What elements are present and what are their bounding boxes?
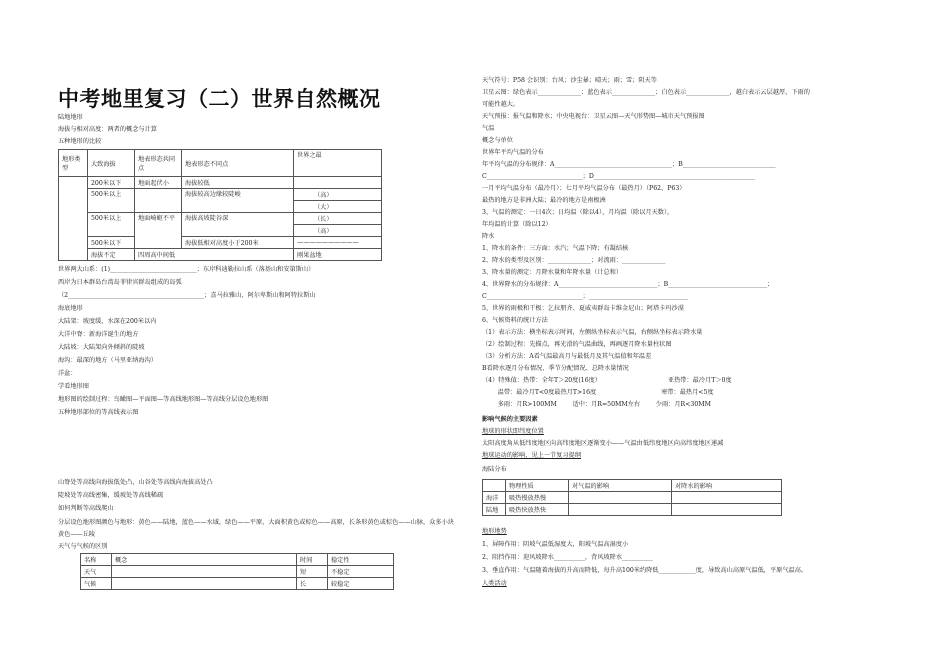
- table-row: [483, 504, 782, 516]
- page-title: 中考地里复习（二）世界自然概况: [58, 87, 381, 111]
- text-line: 陡坡处等高线密集，缓坡处等高线稀疏: [58, 492, 164, 499]
- table-cell: 海洋: [483, 492, 506, 504]
- text-line: 降水: [482, 233, 495, 240]
- table-row: [81, 554, 394, 566]
- table-cell: 长: [297, 578, 328, 590]
- text-line: 年均温的计算（除以12）: [482, 221, 552, 228]
- text-line: 海沟：最深的地方（马里亚纳海沟）: [58, 357, 157, 364]
- text-line: 如何判断等高线爬山: [58, 505, 114, 512]
- text-line: 4、世界降水的分布规律：A________________________________；B________________________________；: [482, 281, 774, 288]
- text-line: 世界年平均气温的分布: [482, 149, 544, 156]
- text-line: 3、气温的测定：一日4次；日均温（除以4），月均温（除以月天数），: [482, 209, 674, 216]
- text-line: 地球的形状即纬度位置: [482, 428, 544, 435]
- text-line: （2____________________________________________；喜马拉雅山、阿尔卑斯山和阿特拉斯山: [58, 292, 316, 299]
- text-line: （4）特殊值：热带：全年T＞20度(16度） 亚热带：最冷月T＞0度: [482, 377, 732, 384]
- table-cell: 海拔高坡陡谷深: [182, 213, 294, 237]
- text-line: 分层设色地形图颜色与地形：黄色——陆地，蓝色——水域，绿色——平原，大面积黄色或棕色——高原，长条形黄色或棕色——山脉，众多小块黄色——丘陵: [58, 519, 454, 538]
- text-line: 海底地形: [58, 305, 83, 312]
- text-line: 1、屏障作用：阴坡气温低湿度大，阳坡气温高湿度小: [482, 541, 629, 548]
- table-cell: 200米以下: [88, 177, 135, 189]
- table-cell: 500米以上: [88, 189, 135, 213]
- table-row: [483, 492, 782, 504]
- table-cell: 吸热快放热快: [506, 504, 569, 516]
- table-cell: （长）: [294, 213, 382, 225]
- text-line: 5、世界的雨极和干极：乞拉朋齐、夏威夷群岛卡维金尼山；阿塔卡玛沙漠: [482, 305, 684, 312]
- section-heading: 影响气候的主要因素: [482, 416, 538, 423]
- table-header: 对降水的影响: [672, 480, 782, 492]
- text-line: 海陆分布: [482, 466, 507, 473]
- table-cell: [112, 566, 297, 578]
- text-line: 天气与气候的区别: [58, 543, 108, 550]
- table-cell: 刚果盆地: [294, 249, 382, 261]
- table-cell: 海拔低相对高度小于200米: [182, 237, 294, 249]
- table-cell: [135, 189, 182, 213]
- text-line: B看降水逐月分布情况、季节分配情况、总降水量情况: [482, 365, 629, 372]
- text-line: （2）绘制过程：先描点，再光滑的气温曲线，再画逐月降水量柱状图: [482, 341, 672, 348]
- table-cell: 气候: [81, 578, 112, 590]
- table-cell: （高）: [294, 189, 382, 201]
- text-line: 年平均气温的分布规律：A______________________________________；B______________________________: [482, 161, 776, 168]
- text-line: 天气预报：报气温和降水；中央电视台：卫星云图—天气形势图—城市天气预报图: [482, 113, 705, 120]
- table-cell: 海拔不定: [88, 249, 135, 261]
- text-line: 大陆架：坡度缓，水深在200米以内: [58, 318, 157, 325]
- text-line: C_______________________________；D____________________________________________________: [482, 173, 755, 180]
- text-line: （1）表示方法：横坐标表示时间，左侧纵坐标表示气温，右侧纵坐标表示降水量: [482, 329, 703, 336]
- table-cell: [569, 504, 672, 516]
- table-cell: [112, 578, 297, 590]
- table-header: 地表形态共同点: [135, 150, 182, 177]
- text-line: 世界两大山系：(1)____________________________；东岸科迪勒拉山系（落基山和安第斯山）: [58, 266, 315, 273]
- landform-table: [58, 149, 382, 261]
- table-row: [81, 566, 394, 578]
- text-line: 大陆坡：大陆架向外倾斜的陡坡: [58, 344, 145, 351]
- table-cell: 短: [297, 566, 328, 578]
- text-line: 天气符号：P58 会识别：台风；沙尘暴；晴天；雨；雪；阴天等: [482, 77, 657, 84]
- table-header: 大致海拔: [88, 150, 135, 177]
- text-line: 3、垂直作用：气温随着海拔的升高而降低，每升高100米约降低____________度，导致高山高原气温低，平原气温高。: [482, 567, 808, 574]
- table-cell: ——————————: [294, 237, 382, 249]
- table-cell: 500米以下: [88, 237, 135, 249]
- table-row: [483, 480, 782, 492]
- table-row: [59, 189, 382, 201]
- table-header: 物理性质: [506, 480, 569, 492]
- sea-land-table: [482, 479, 782, 516]
- table-cell: 海拔较低: [182, 177, 294, 189]
- text-line: 大洋中脊：新海洋诞生的地方: [58, 331, 139, 338]
- table-header: [483, 480, 506, 492]
- text-line: 6、气候资料的统计方法: [482, 317, 548, 324]
- table-cell: [59, 177, 88, 261]
- text-line: 地形地势: [482, 528, 507, 535]
- table-row: [59, 237, 382, 249]
- table-cell: [569, 492, 672, 504]
- text-line: 概念与单位: [482, 137, 513, 144]
- table-cell: 地面起伏小: [135, 177, 182, 189]
- text-line: 最热的地方是非洲大陆；最冷的地方是南极洲: [482, 197, 606, 204]
- text-line: （3）分析方法：A看气温最高月与最低月及其气温值和年温差: [482, 353, 652, 360]
- text-line: 地形图的绘制过程：鸟瞰图—平面图—等高线地形图—等高线分层设色地形图: [58, 396, 269, 403]
- table-cell: 陆地: [483, 504, 506, 516]
- text-line: C_______________________________；________________________________: [482, 293, 688, 300]
- table-header: 世界之最: [294, 150, 382, 177]
- table-cell: [672, 492, 782, 504]
- table-header: 名称: [81, 554, 112, 566]
- table-cell: （高）: [294, 225, 382, 237]
- text-line: 海拔与相对高度：两者的概念与计算: [58, 126, 157, 133]
- table-header: 时间: [297, 554, 328, 566]
- text-line: 2、阻挡作用：迎风坡降水__________，背风坡降水__________: [482, 554, 653, 561]
- text-line: 一月平均气温分布（最冷月）；七月平均气温分布（最热月）（P62、P63）: [482, 185, 686, 192]
- table-row: [59, 177, 382, 189]
- table-header: 对气温的影响: [569, 480, 672, 492]
- text-line: 可能性越大。: [482, 101, 520, 108]
- text-line: 陆地地形: [58, 114, 83, 121]
- table-row: [81, 578, 394, 590]
- text-line: 人类活动: [482, 580, 507, 587]
- text-line: 温带：最冷月T<0度最热月T>16度 寒带：最热月<5度: [482, 389, 714, 396]
- table-cell: 较稳定: [328, 578, 394, 590]
- table-row: [59, 249, 382, 261]
- table-cell: 500米以上: [88, 213, 135, 237]
- text-line: 1、降水的条件：三方面：水汽；气温下降；有凝结核: [482, 245, 629, 252]
- table-cell: （大）: [294, 201, 382, 213]
- text-line: 山脊处等高线向海拔低处凸，山谷处等高线向海拔高处凸: [58, 479, 213, 486]
- table-cell: 天气: [81, 566, 112, 578]
- text-line: 卫星云图：绿色表示______________；蓝色表示______________；白色表示______________，越白表示云层越厚，下雨的: [482, 89, 810, 96]
- text-line: 洋盆：: [58, 370, 77, 377]
- table-cell: 四周高中间低: [135, 249, 294, 261]
- table-cell: 不稳定: [328, 566, 394, 578]
- text-line: 五种地形的比较: [58, 138, 102, 145]
- text-line: 多雨：月R>100MM 适中：月R=50MM左右 少雨：月R<30MM: [482, 401, 711, 408]
- table-header: 稳定性: [328, 554, 394, 566]
- table-cell: 地面崎岖不平: [135, 213, 182, 249]
- table-cell: 海拔较高边缘较陡峻: [182, 189, 294, 213]
- table-cell: [672, 504, 782, 516]
- table-header: 概念: [112, 554, 297, 566]
- text-line: 五种地形部位的等高线表示图: [58, 409, 139, 416]
- text-line: 气温: [482, 125, 495, 132]
- text-line: 西岸为日本群岛台湾岛菲律宾群岛组成的岛弧: [58, 279, 182, 286]
- text-line: 2、降水的类型及区别：______________；对流雨：______________: [482, 257, 666, 264]
- text-line: 地球运动的影响，见上一节复习提纲: [482, 452, 581, 459]
- table-header: 地形类型: [59, 150, 88, 177]
- table-row: [59, 213, 382, 225]
- table-cell: 吸热慢放热慢: [506, 492, 569, 504]
- weather-climate-table: [80, 553, 394, 590]
- text-line: 3、降水量的测定：月降水量和年降水量（计总和）: [482, 269, 623, 276]
- table-cell: [294, 177, 382, 189]
- table-header: 地表形态不同点: [182, 150, 294, 177]
- text-line: 太阳高度角从低纬度地区向高纬度地区逐渐变小——气温由低纬度地区向高纬度地区递减: [482, 440, 724, 447]
- text-line: 学看地形图: [58, 383, 89, 390]
